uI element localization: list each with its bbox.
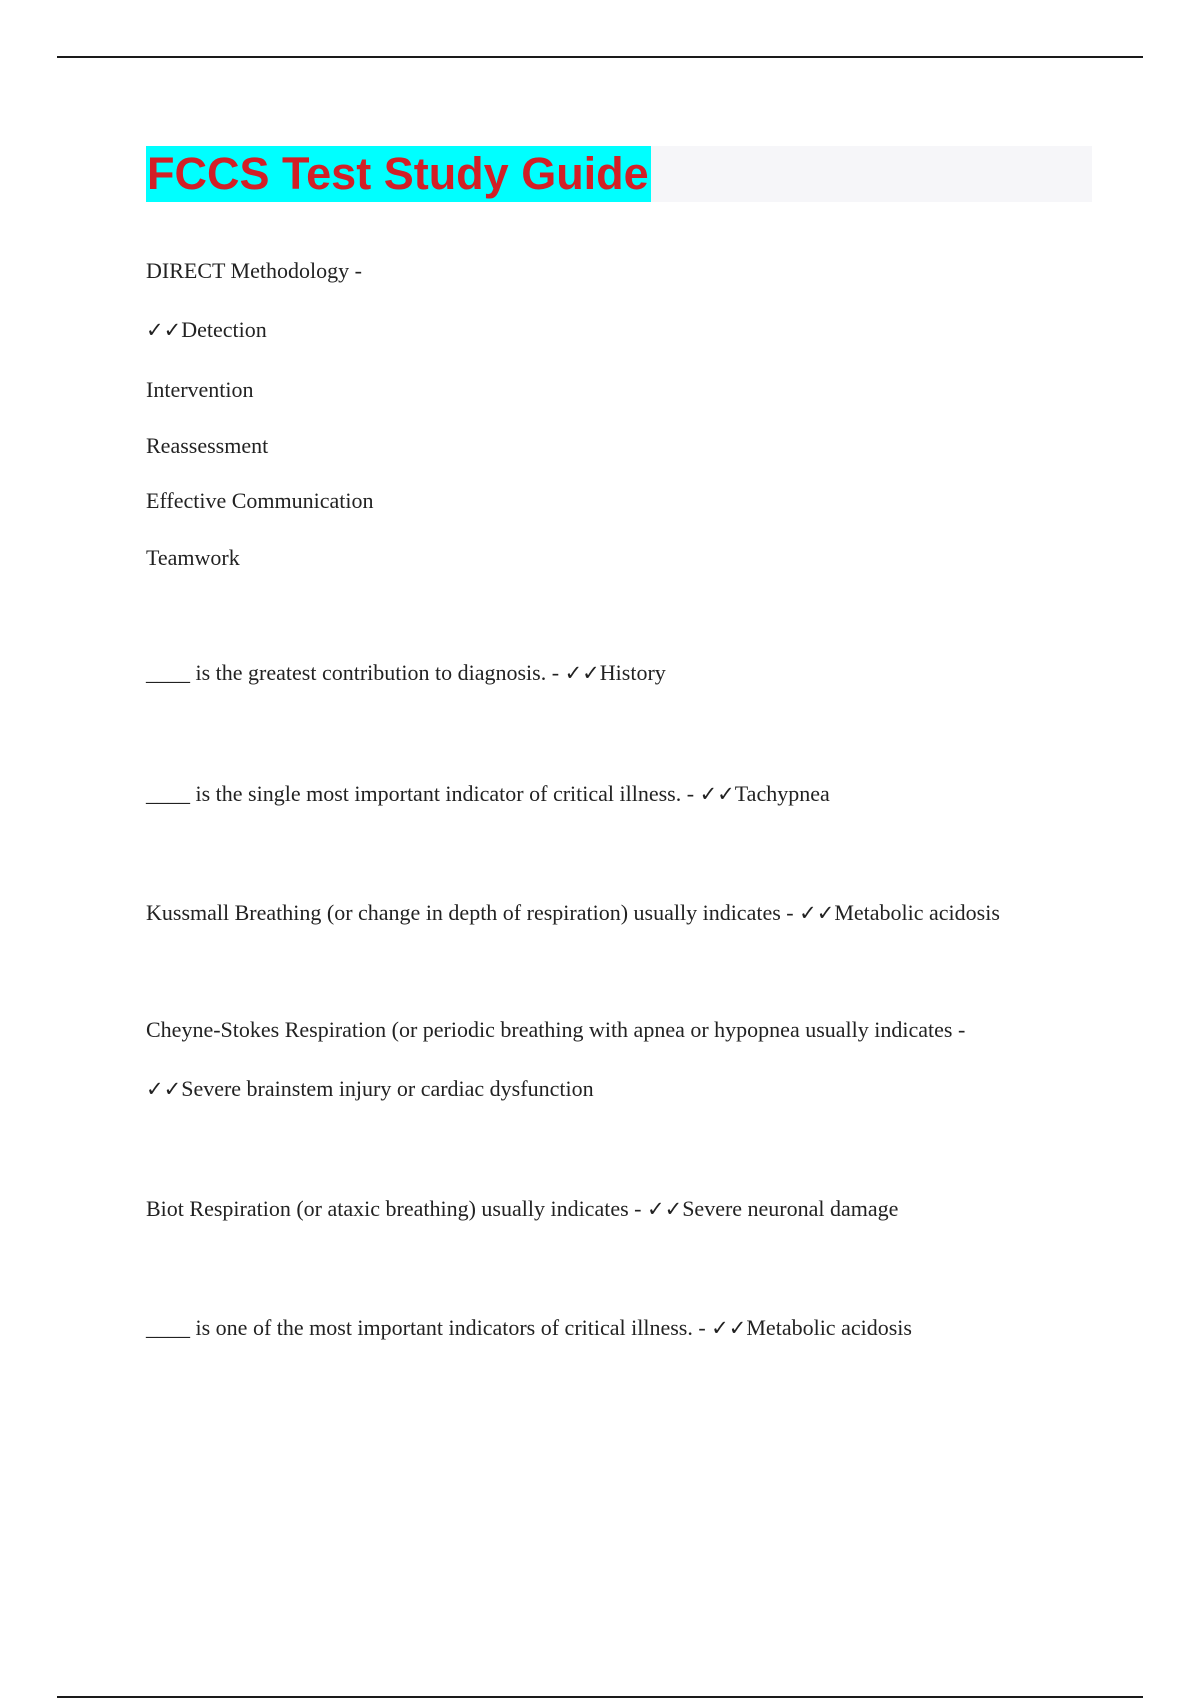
qa-history xyxy=(146,659,666,687)
question-text: Kussmall Breathing (or change in depth of respiration) usually indicates - xyxy=(146,900,800,925)
check-icon: ✓✓ xyxy=(146,318,182,342)
question-text: is one of the most important indicators of critical illness. - xyxy=(190,1315,712,1340)
bottom-rule xyxy=(57,1696,1143,1698)
answer-blank: ____ xyxy=(146,781,190,806)
direct-item-label: Detection xyxy=(181,317,267,342)
check-icon: ✓✓ xyxy=(799,901,835,925)
direct-item-intervention: Intervention xyxy=(146,377,254,402)
check-icon: ✓✓ xyxy=(146,1077,182,1101)
answer-text: Severe neuronal damage xyxy=(682,1196,899,1221)
question-text: Biot Respiration (or ataxic breathing) usually indicates - xyxy=(146,1196,647,1221)
check-icon: ✓✓ xyxy=(564,661,600,685)
answer-text: Tachypnea xyxy=(734,781,830,806)
answer-text: Metabolic acidosis xyxy=(746,1315,912,1340)
qa-cheyne-stokes-question: Cheyne-Stokes Respiration (or periodic breathing with apnea or hypopnea usually indicates - xyxy=(146,1017,966,1042)
direct-heading: DIRECT Methodology - xyxy=(146,258,362,283)
answer-text: Severe brainstem injury or cardiac dysfunction xyxy=(181,1076,594,1101)
direct-item-detection xyxy=(146,316,267,344)
top-rule xyxy=(57,56,1143,58)
check-icon: ✓✓ xyxy=(699,782,735,806)
check-icon: ✓✓ xyxy=(646,1197,683,1221)
qa-cheyne-stokes-answer xyxy=(146,1075,594,1103)
qa-tachypnea xyxy=(146,780,830,808)
question-text: is the single most important indicator of critical illness. - xyxy=(190,781,700,806)
qa-metabolic-acidosis xyxy=(146,1314,912,1342)
page-title: FCCS Test Study Guide xyxy=(146,146,651,202)
direct-item-reassessment: Reassessment xyxy=(146,433,269,458)
answer-blank: ____ xyxy=(146,660,190,685)
qa-biot xyxy=(146,1195,898,1223)
qa-kussmaul xyxy=(146,899,1000,927)
question-text: is the greatest contribution to diagnosis. - xyxy=(190,660,565,685)
answer-text: History xyxy=(599,660,666,685)
direct-item-teamwork: Teamwork xyxy=(146,545,240,570)
answer-blank: ____ xyxy=(146,1315,190,1340)
direct-item-communication: Effective Communication xyxy=(146,488,374,513)
answer-text: Metabolic acidosis xyxy=(834,900,1000,925)
check-icon: ✓✓ xyxy=(711,1316,747,1340)
